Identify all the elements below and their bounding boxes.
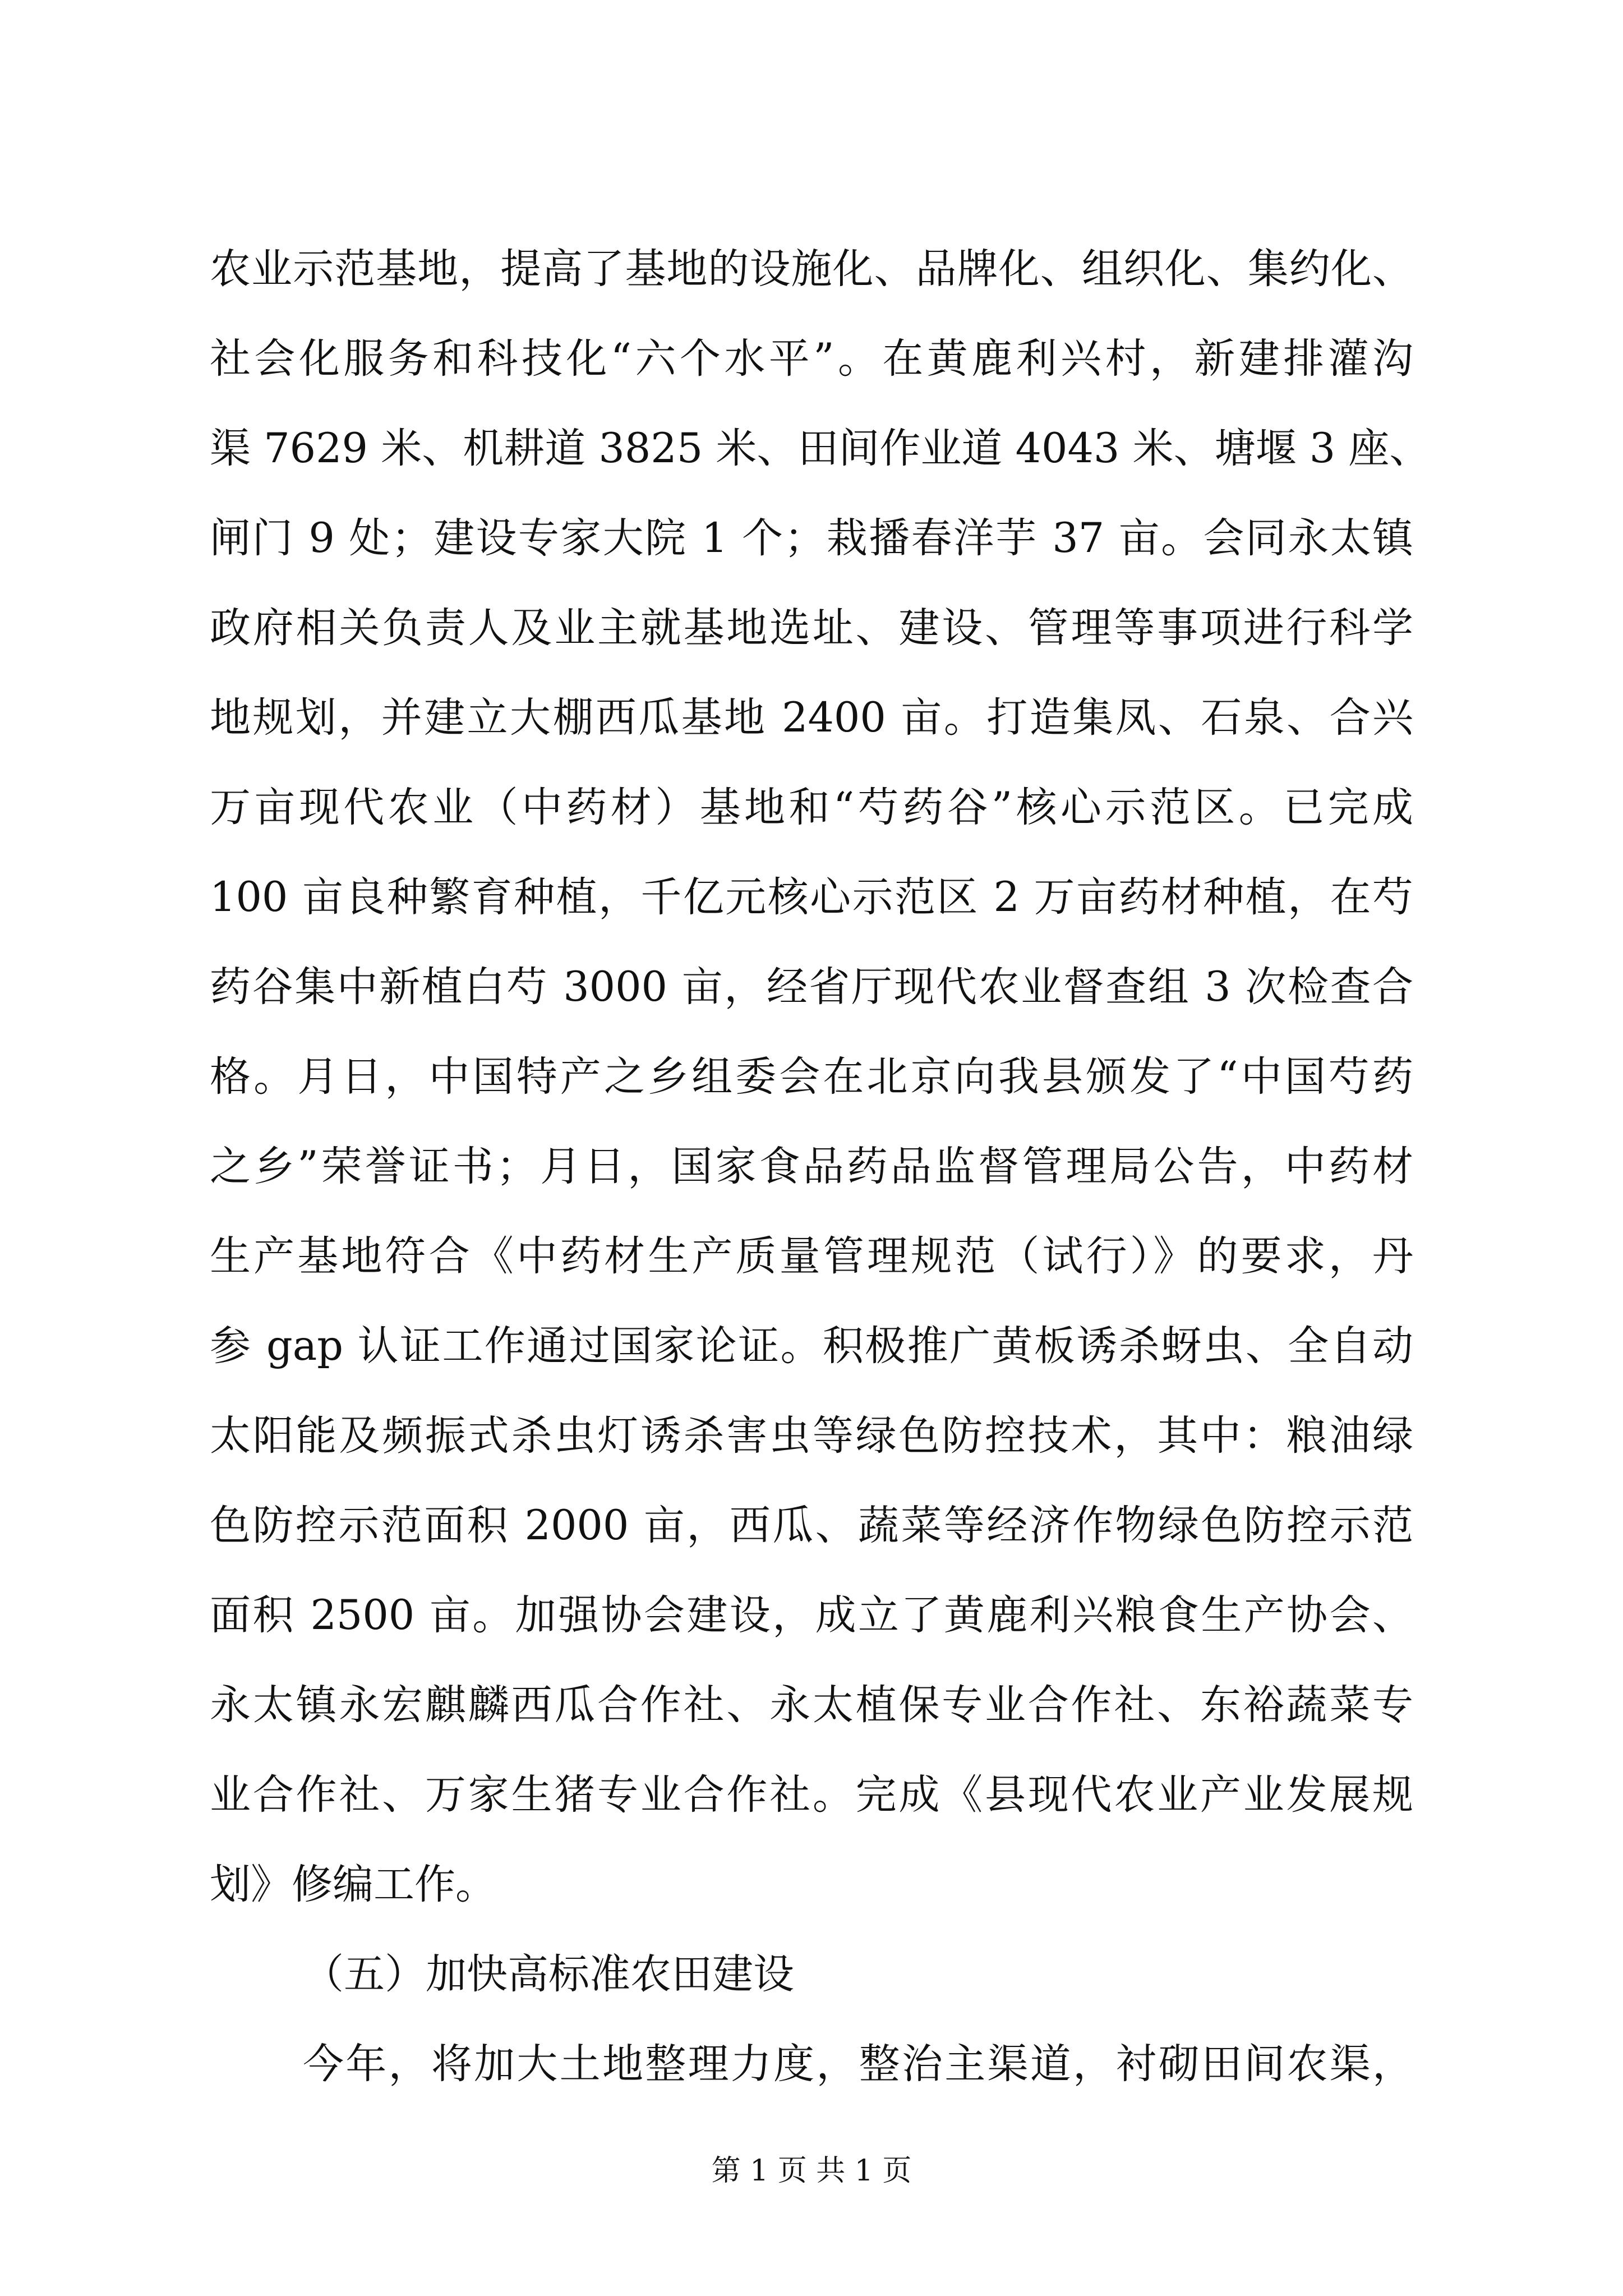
body-line: 社会化服务和科技化“六个水平”。在黄鹿利兴村，新建排灌沟 (210, 335, 1413, 383)
body-line: 永太镇永宏麒麟西瓜合作社、永太植保专业合作社、东裕蔬菜专 (210, 1681, 1413, 1729)
body-line: 太阳能及频振式杀虫灯诱杀害虫等绿色防控技术，其中：粮油绿 (210, 1412, 1413, 1460)
body-line: 划》修编工作。 (210, 1861, 496, 1908)
page-footer (0, 2143, 1623, 2199)
body-line: 之乡”荣誉证书；月日，国家食品药品监督管理局公告，中药材 (210, 1143, 1413, 1190)
body-line: 业合作社、万家生猪专业合作社。完成《县现代农业产业发展规 (210, 1771, 1413, 1819)
body-line: 生产基地符合《中药材生产质量管理规范（试行）》的要求，丹 (210, 1232, 1413, 1280)
body-line: 100 亩良种繁育种植，千亿元核心示范区 2 万亩药材种植，在芍 (210, 873, 1413, 921)
body-line: 面积 2500 亩。加强协会建设，成立了黄鹿利兴粮食生产协会、 (210, 1591, 1413, 1639)
body-line: 政府相关负责人及业主就基地选址、建设、管理等事项进行科学 (210, 604, 1413, 652)
body-line: 参 gap 认证工作通过国家论证。积极推广黄板诱杀蚜虫、全自动 (210, 1322, 1413, 1370)
body-line: 闸门 9 处；建设专家大院 1 个；栽播春洋芋 37 亩。会同永太镇 (210, 514, 1413, 562)
body-line: 渠 7629 米、机耕道 3825 米、田间作业道 4043 米、塘堰 3 座、 (210, 425, 1431, 472)
body-line: 地规划，并建立大棚西瓜基地 2400 亩。打造集凤、石泉、合兴 (210, 694, 1413, 742)
body-line: 药谷集中新植白芍 3000 亩，经省厅现代农业督查组 3 次检查合 (210, 963, 1413, 1011)
body-line: 色防控示范面积 2000 亩，西瓜、蔬菜等经济作物绿色防控示范 (210, 1502, 1413, 1549)
page-indicator: 第 1 页 共 1 页 (711, 2154, 912, 2188)
section-heading: （五）加快高标准农田建设 (303, 1950, 794, 1998)
paragraph-first-line: 今年，将加大土地整理力度，整治主渠道，衬砌田间农渠， (303, 2040, 1413, 2088)
body-line: 格。月日，中国特产之乡组委会在北京向我县颁发了“中国芍药 (210, 1053, 1413, 1101)
body-line: 农业示范基地，提高了基地的设施化、品牌化、组织化、集约化、 (210, 245, 1413, 293)
body-line: 万亩现代农业（中药材）基地和“芍药谷”核心示范区。已完成 (210, 784, 1413, 831)
